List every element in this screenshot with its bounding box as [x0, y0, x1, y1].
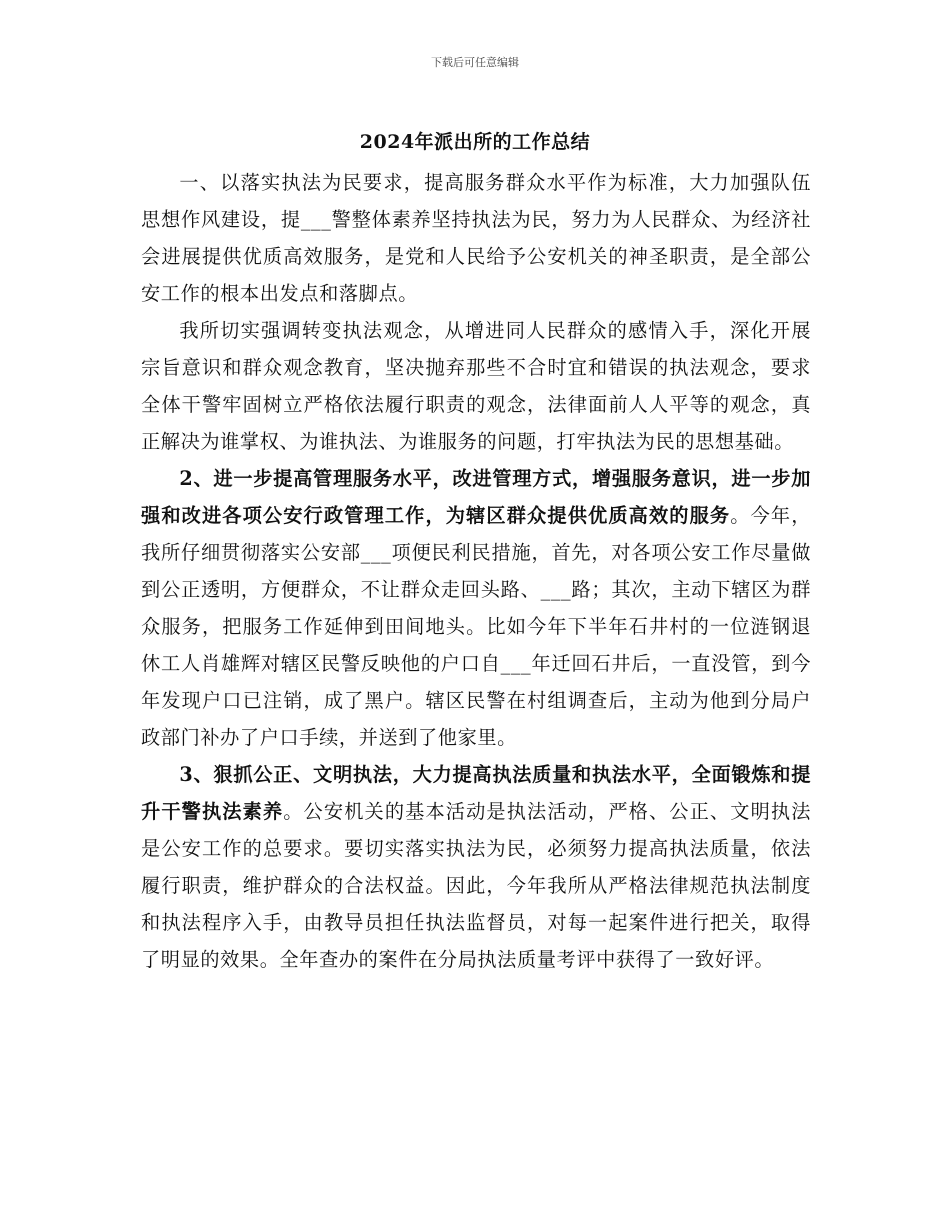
paragraph-1-text: 一、以落实执法为民要求，提高服务群众水平作为标准，大力加强队伍思想作风建设，提___警整体素养坚持执法为民，努力为人民群众、为经济社会进展提供优质高效服务，是党和人民给予公安机关的神圣职责，是全部公安工作的根本出发点和落脚点。 — [141, 171, 811, 305]
paragraph-1 — [141, 164, 811, 312]
document-title: 2024年派出所的工作总结 — [359, 131, 591, 153]
paragraph-4-heading: 3、狠抓公正、文明执法，大力提高执法质量和执法水平，全面锻炼和提升干警执法素养 — [141, 763, 811, 823]
header-note: 下载后可任意编辑 — [431, 56, 519, 69]
paragraph-3-heading: 2、进一步提高管理服务水平，改进管理方式，增强服务意识，进一步加强和改进各项公安行政管理工作，为辖区群众提供优质高效的服务 — [141, 467, 811, 527]
paragraph-2-text: 我所切实强调转变执法观念，从增进同人民群众的感情入手，深化开展宗旨意识和群众观念教育，坚决抛弃那些不合时宜和错误的执法观念，要求全体干警牢固树立严格依法履行职责的观念，法律面前人人平等的观念，真正解决为谁掌权、为谁执法、为谁服务的问题，打牢执法为民的思想基础。 — [141, 319, 811, 453]
paragraph-3-text: 。今年，我所仔细贯彻落实公安部___项便民利民措施，首先，对各项公安工作尽量做到公正透明，方便群众，不让群众走回头路、___路；其次，主动下辖区为群众服务，把服务工作延伸到田间地头。比如今年下半年石井村的一位涟钢退休工人肖雄辉对辖区民警反映他的户口自___年迁回石井后，一直没管，到今年发现户口已注销，成了黑户。辖区民警在村组调查后，主动为他到分局户政部门补办了户口手续，并送到了他家里。 — [141, 504, 811, 749]
paragraph-2 — [141, 312, 811, 460]
paragraph-4 — [141, 756, 811, 978]
paragraph-3 — [141, 460, 811, 756]
document-body — [141, 164, 811, 978]
paragraph-4-text: 。公安机关的基本活动是执法活动，严格、公正、文明执法是公安工作的总要求。要切实落实执法为民，必须努力提高执法质量，依法履行职责，维护群众的合法权益。因此，今年我所从严格法律规范执法制度和执法程序入手，由教导员担任执法监督员，对每一起案件进行把关，取得了明显的效果。全年查办的案件在分局执法质量考评中获得了一致好评。 — [141, 800, 811, 971]
